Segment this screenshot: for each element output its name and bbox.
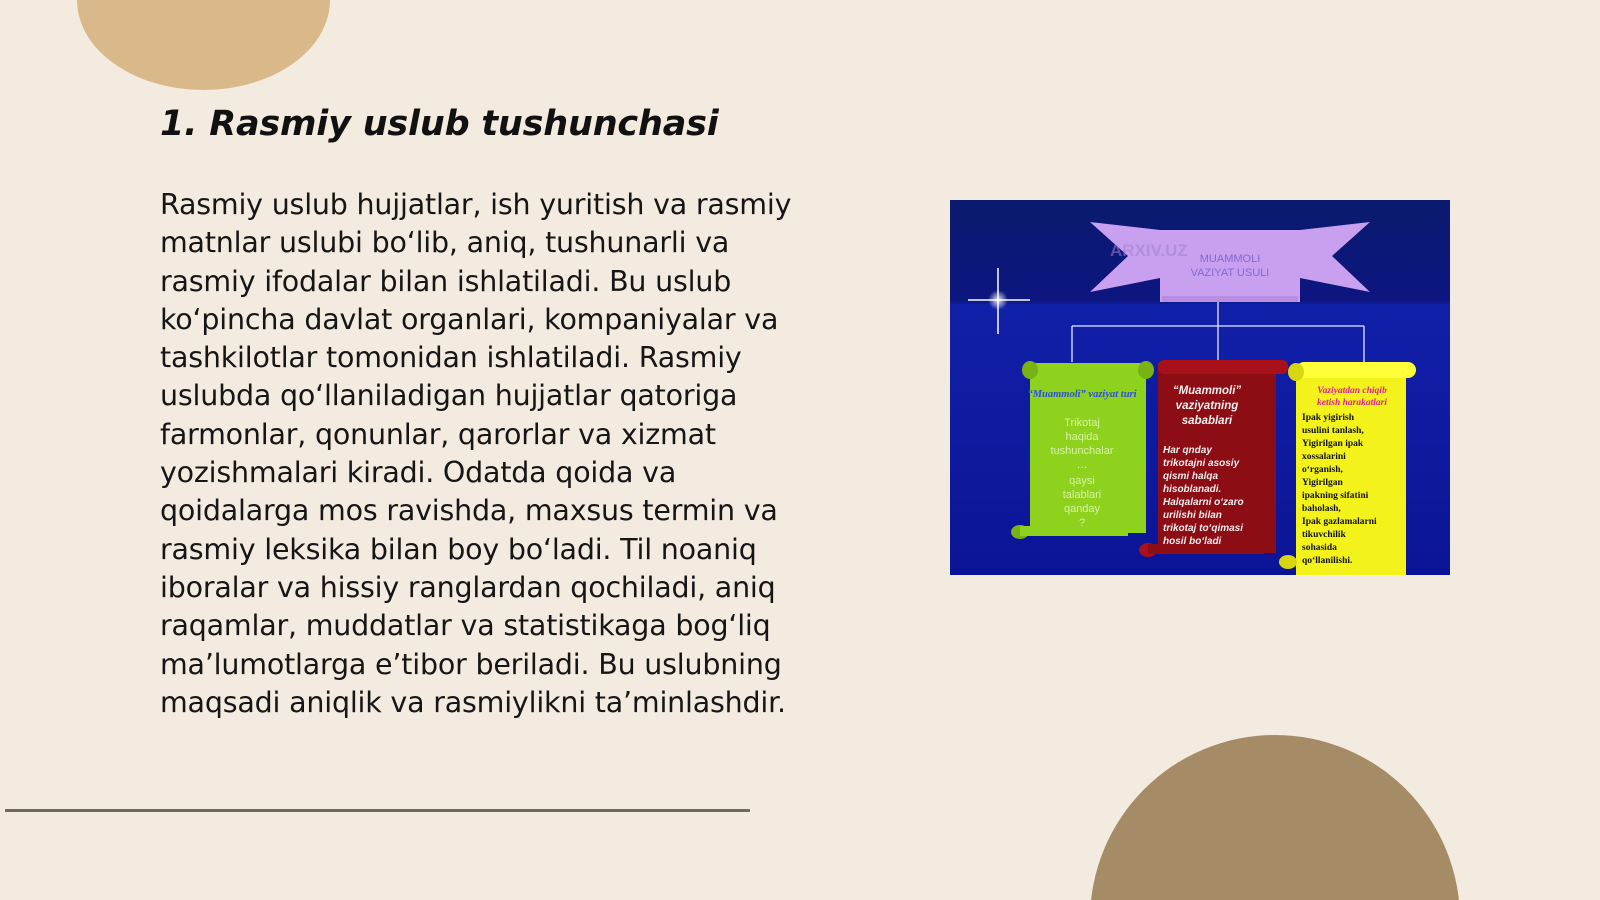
decorative-circle-bottom — [1090, 735, 1460, 900]
red-scroll-line: trikotajni asosiy — [1163, 458, 1240, 469]
red-scroll-heading-line: “Muammoli” — [1172, 385, 1242, 397]
body-line: qoidalarga mos ravishda, maxsus termin va — [160, 494, 778, 528]
body-line: Rasmiy uslub hujjatlar, ish yuritish va rasmiy — [160, 188, 792, 221]
red-scroll-line: Halqalarni o‘zaro — [1163, 497, 1244, 508]
green-scroll-line: Trikotaj — [1064, 417, 1100, 429]
green-scroll-line: qanday — [1063, 503, 1101, 515]
banner-line-2: VAZIYAT USULI — [1190, 267, 1270, 279]
yellow-scroll-heading-line: ketish harakatlari — [1317, 398, 1387, 408]
yellow-scroll-line: o‘rganish, — [1302, 465, 1343, 475]
yellow-scroll-line: ipakning sifatini — [1302, 491, 1369, 501]
yellow-scroll-line: qo‘llanilishi. — [1302, 556, 1353, 566]
body-line: farmonlar, qonunlar, qarorlar va xizmat — [160, 417, 716, 451]
yellow-scroll-line: sohasida — [1302, 543, 1337, 553]
body-line: iboralar va hissiy ranglardan qochiladi, aniq — [160, 570, 776, 604]
yellow-scroll-line: usulini tanlash, — [1302, 426, 1364, 436]
diagram-image — [950, 200, 1450, 575]
red-scroll-heading-line: sabablari — [1181, 415, 1233, 427]
slide-title: 1. Rasmiy uslub tushunchasi — [160, 104, 719, 144]
body-line: raqamlar, muddatlar va statistikaga bog‘liq — [160, 609, 771, 643]
body-line: maqsadi aniqlik va rasmiylikni ta’minlashdir. — [160, 685, 786, 719]
yellow-scroll-line: Ipak yigirish — [1302, 413, 1355, 423]
body-line: yozishmalari kiradi. Odatda qoida va — [160, 456, 677, 490]
slide-body-text — [160, 186, 840, 722]
body-line: ko‘pincha davlat organlari, kompaniyalar va — [160, 302, 779, 336]
body-line: rasmiy ifodalar bilan ishlatiladi. Bu uslub — [160, 264, 732, 298]
green-scroll-line: haqida — [1065, 431, 1099, 443]
diagram-svg — [950, 200, 1450, 575]
yellow-scroll-line: Yigirilgan — [1302, 478, 1343, 488]
banner-line-1: MUAMMOLI — [1199, 253, 1261, 265]
red-scroll-line: Har qnday — [1163, 445, 1212, 456]
green-scroll-line: ? — [1078, 517, 1086, 529]
red-scroll-line: qismi halqa — [1163, 471, 1219, 482]
decorative-circle-top — [77, 0, 330, 90]
watermark-text: ARXIV.UZ — [1110, 241, 1188, 260]
green-scroll-line: talablari — [1062, 489, 1102, 501]
body-line: tashkilotlar tomonidan ishlatiladi. Rasmiy — [160, 341, 742, 375]
yellow-scroll-line: xossalarini — [1302, 452, 1346, 462]
body-line: uslubda qo‘llaniladigan hujjatlar qatoriga — [160, 379, 738, 413]
red-scroll-heading — [1173, 385, 1242, 427]
green-scroll-line: qaysi — [1069, 475, 1095, 487]
yellow-scroll-line: Yigirilgan ipak — [1302, 439, 1364, 449]
yellow-scroll-heading-line: Vaziyatdan chiqib — [1317, 386, 1387, 396]
red-scroll-line: urilishi bilan — [1163, 510, 1222, 521]
red-scroll-line: hosil bo‘ladi — [1163, 536, 1222, 547]
yellow-scroll-line: baholash, — [1302, 504, 1341, 514]
body-line: rasmiy leksika bilan boy bo‘ladi. Til noaniq — [160, 532, 757, 566]
body-line: matnlar uslubi bo‘lib, aniq, tushunarli va — [160, 226, 730, 260]
yellow-scroll-line: Ipak gazlamalarni — [1302, 517, 1377, 527]
green-scroll-line: tushunchalar — [1050, 445, 1114, 457]
yellow-scroll-line: tikuvchilik — [1302, 530, 1346, 540]
body-line: ma’lumotlarga e’tibor beriladi. Bu uslubning — [160, 647, 782, 681]
green-scroll-line: … — [1076, 459, 1088, 471]
divider-line — [5, 809, 750, 812]
red-scroll-line: hisoblanadi. — [1163, 484, 1222, 495]
red-scroll-line: trikotaj to‘qimasi — [1163, 523, 1244, 534]
green-scroll-heading: “Muammoli” vaziyat turi — [1027, 389, 1137, 400]
red-scroll-heading-line: vaziyatning — [1175, 400, 1239, 412]
